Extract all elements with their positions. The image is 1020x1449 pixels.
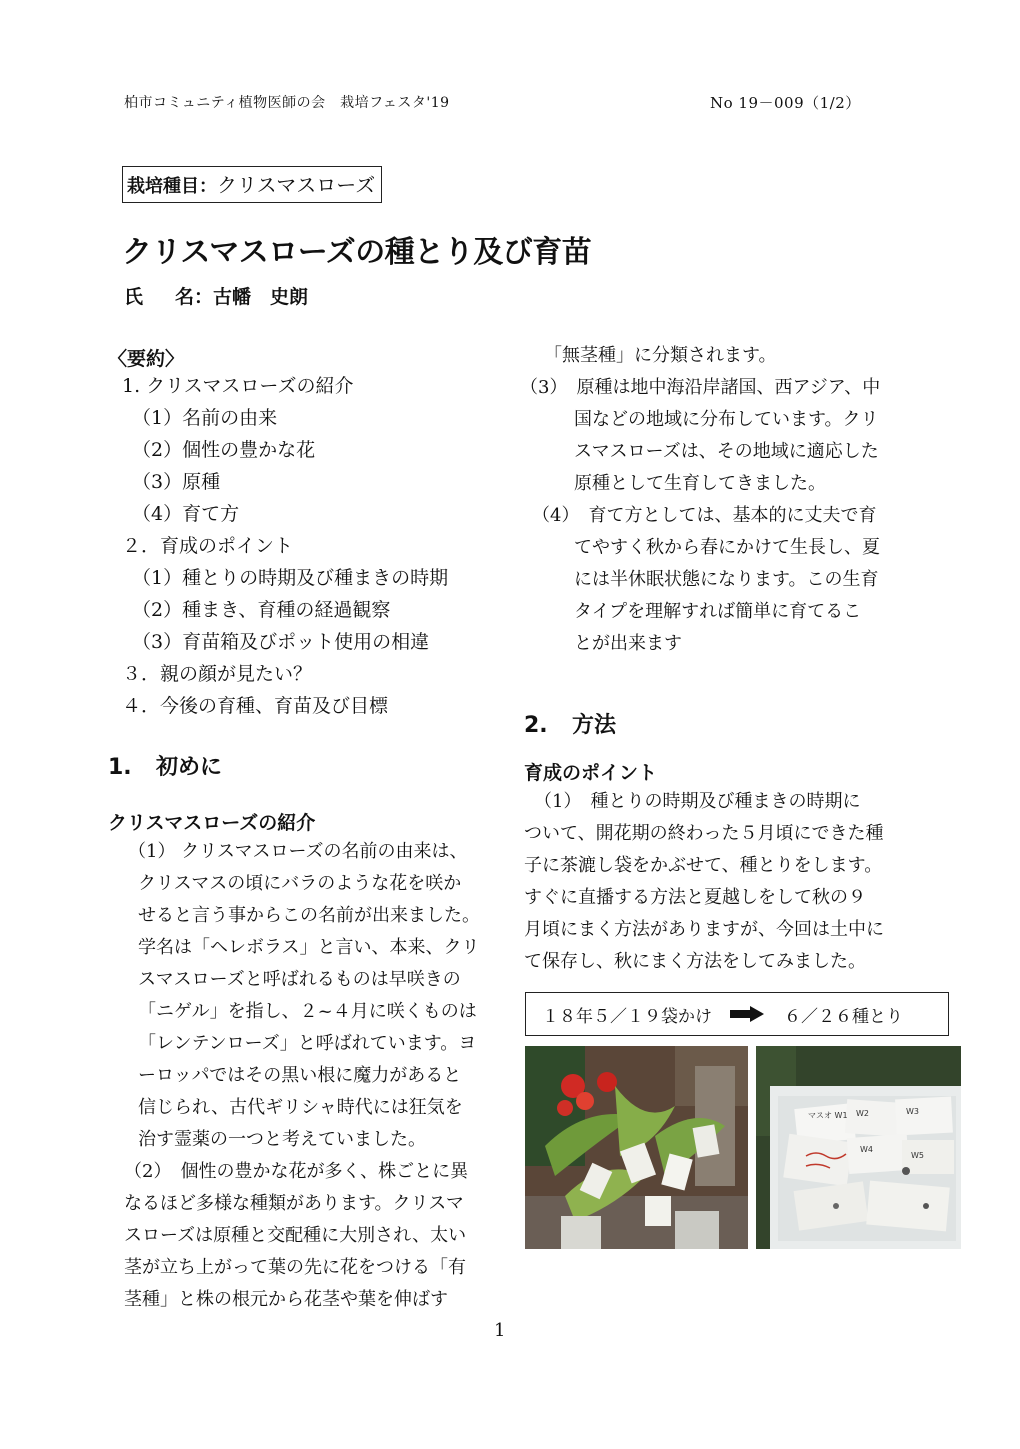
body-line: 国などの地域に分布しています。クリ	[574, 409, 879, 430]
body-line: クリスマスの頃にバラのような花を咲か	[138, 873, 462, 894]
body-line: スローズは原種と交配種に大別され、太い	[124, 1225, 467, 1246]
photo-seed-bags	[756, 1046, 961, 1249]
section-2-body	[524, 786, 884, 978]
section-2-title: 方法	[572, 713, 617, 738]
seed-tag-4: W4	[860, 1145, 873, 1154]
body-line: スマスローズと呼ばれるものは早咲きの	[138, 969, 461, 990]
crop-label-box	[122, 166, 382, 203]
body-line: タイプを理解すれば簡単に育てるこ	[574, 601, 862, 622]
seed-tag-2: W2	[856, 1109, 869, 1118]
body-line: 子に茶漉し袋をかぶせて、種とりをします。	[524, 855, 883, 876]
summary-item: （2）種まき、育種の経過観察	[132, 599, 391, 621]
section-2-heading	[524, 708, 616, 739]
summary-item: （1）種とりの時期及び種まきの時期	[132, 567, 449, 589]
photo-caption-box	[525, 992, 949, 1036]
body-line: 月頃にまく方法がありますが、今回は土中に	[524, 919, 884, 940]
section-1-heading	[108, 750, 222, 781]
body-line: て保存し、秋にまく方法をしてみました。	[524, 951, 866, 972]
body-line: （4） 育て方としては、基本的に丈夫で育	[532, 505, 877, 526]
author-label-b: 名：	[175, 286, 214, 308]
body-line: 茎種」と株の根元から花茎や葉を伸ばす	[124, 1289, 448, 1310]
body-line: せると言う事からこの名前が出来ました。	[138, 905, 480, 926]
seed-bags-illustration	[756, 1046, 961, 1249]
body-line: 原種として生育してきました。	[574, 473, 826, 494]
section-2-subheading: 育成のポイント	[524, 762, 658, 784]
body-line: 茎が立ち上がって葉の先に花をつける「有	[124, 1257, 466, 1278]
body-line: とが出来ます	[574, 633, 682, 654]
body-line: 治す霊薬の一つと考えていました。	[138, 1129, 426, 1150]
summary-item: ２．育成のポイント	[122, 535, 294, 557]
summary-heading: 〈要約〉	[108, 348, 185, 370]
body-line: 学名は「ヘレボラス」と言い、本来、クリ	[138, 937, 480, 958]
crop-name: クリスマスローズ	[217, 173, 376, 197]
section-1-title: 初めに	[156, 755, 223, 780]
body-line: すぐに直播する方法と夏越しをして秋の９	[524, 887, 866, 908]
summary-item: 1. クリスマスローズの紹介	[122, 375, 354, 397]
section-1-subheading: クリスマスローズの紹介	[108, 812, 316, 834]
body-line: （1） 種とりの時期及び種まきの時期に	[534, 791, 861, 812]
summary-item: （4）育て方	[132, 503, 240, 525]
body-line: ーロッパではその黒い根に魔力があると	[138, 1065, 462, 1086]
body-line: 「レンテンローズ」と呼ばれています。ヨ	[138, 1033, 477, 1054]
header-doc-number: No 19－009（1/2）	[710, 94, 861, 112]
body-line: スマスローズは、その地域に適応した	[574, 441, 879, 462]
header-org: 柏市コミュニティ植物医師の会 栽培フェスタ'19	[124, 95, 450, 111]
section-2-number: 2.	[524, 713, 548, 738]
caption-right: ６／２６種とり	[784, 1006, 903, 1027]
caption-left: １８年５／１９袋かけ	[542, 1006, 712, 1027]
body-line: 「ニゲル」を指し、２~４月に咲くものは	[138, 1001, 477, 1022]
seed-tag-1: マスオ W1	[808, 1111, 848, 1120]
summary-item: （1）名前の由来	[132, 407, 278, 429]
body-line: （3） 原種は地中海沿岸諸国、西アジア、中	[520, 377, 881, 398]
arrow-right-icon	[730, 1007, 764, 1021]
body-line: （1） クリスマスローズの名前の由来は、	[128, 841, 468, 862]
summary-item: ３．親の顔が見たい？	[122, 663, 313, 685]
seed-tag-3: W3	[906, 1107, 919, 1116]
crop-label: 栽培種目：	[127, 176, 217, 197]
body-line: （2） 個性の豊かな花が多く、株ごとに異	[124, 1161, 469, 1182]
body-line: なるほど多様な種類があります。クリスマ	[124, 1193, 464, 1214]
author-name: 古幡 史朗	[213, 286, 309, 308]
right-col-body	[520, 340, 880, 660]
page-number: 1	[494, 1320, 506, 1341]
author-line	[124, 282, 308, 309]
bagged-plants-illustration	[525, 1046, 748, 1249]
photo-bagged-plants	[525, 1046, 748, 1249]
body-line: には半休眠状態になります。この生育	[574, 569, 879, 590]
author-label-a: 氏	[124, 286, 144, 308]
page-title: クリスマスローズの種とり及び育苗	[122, 235, 592, 270]
summary-item: （3）育苗箱及びポット使用の相違	[132, 631, 430, 653]
section-1-number: 1.	[108, 755, 132, 780]
summary-list	[122, 370, 448, 722]
summary-item: ４．今後の育種、育苗及び目標	[122, 695, 389, 717]
body-line: てやすく秋から春にかけて生長し、夏	[574, 537, 880, 558]
body-line: ついて、開花期の終わった５月頃にできた種	[524, 823, 884, 844]
section-1-body	[124, 836, 480, 1316]
seed-tag-5: W5	[911, 1151, 924, 1160]
body-line: 信じられ、古代ギリシャ時代には狂気を	[138, 1097, 463, 1118]
body-line: 「無茎種」に分類されます。	[544, 345, 777, 366]
summary-item: （2）個性の豊かな花	[132, 439, 316, 461]
summary-item: （3）原種	[132, 471, 221, 493]
